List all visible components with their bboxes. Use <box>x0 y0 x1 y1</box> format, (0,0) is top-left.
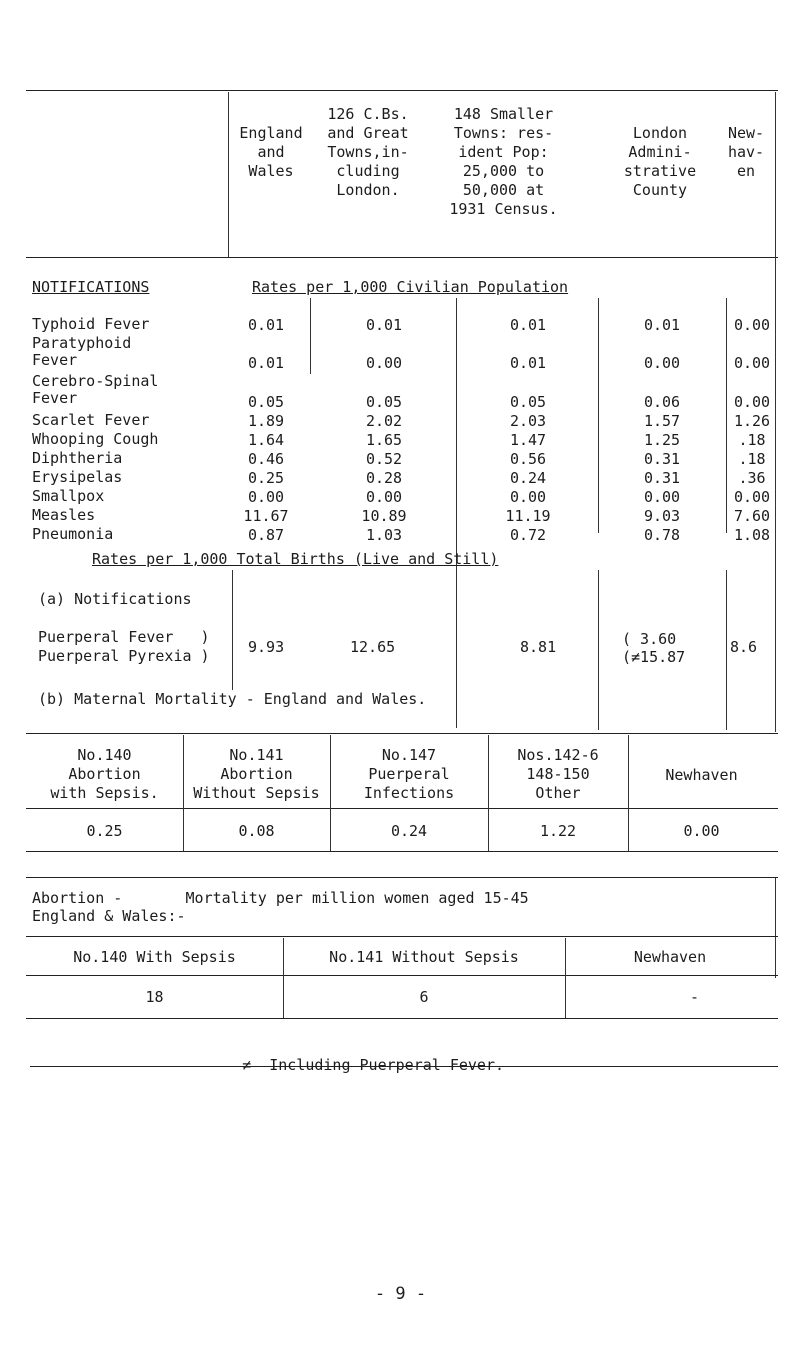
col-abortion-with-sepsis: No.140 Abortion with Sepsis. <box>50 746 159 802</box>
notification-value: 1.03 <box>365 526 403 544</box>
notification-value: 10.89 <box>361 507 407 525</box>
notification-value: 0.00 <box>365 354 403 372</box>
notification-value: 0.00 <box>247 488 285 506</box>
col-puerperal-infections: No.147 Puerperal Infections <box>363 746 455 802</box>
abortion-header-with-sepsis: No.140 With Sepsis <box>73 948 236 966</box>
births-value-smaller-towns: 8.81 <box>520 638 557 656</box>
notification-value: 0.78 <box>643 526 681 544</box>
notification-value: .18 <box>738 431 766 449</box>
notification-label: Whooping Cough <box>32 430 159 448</box>
notification-value: 2.03 <box>509 412 547 430</box>
notification-value: 0.05 <box>247 393 285 411</box>
notification-value: 0.00 <box>365 488 403 506</box>
notification-value: 0.00 <box>733 488 771 506</box>
value-abortion-with-sepsis: 0.25 <box>86 822 123 840</box>
notification-value: 0.25 <box>247 469 285 487</box>
notification-value: 0.31 <box>643 450 681 468</box>
header-smaller-towns: 148 Smaller Towns: res- ident Pop: 25,000 to 50,000 at 1931 Census. <box>449 105 558 218</box>
value-newhaven: 0.00 <box>683 822 720 840</box>
notifications-subhead: (a) Notifications <box>38 590 192 608</box>
notification-value: 0.01 <box>509 316 547 334</box>
value-puerperal-infections: 0.24 <box>390 822 428 840</box>
notification-label: Cerebro-Spinal Fever <box>32 372 159 407</box>
notification-label: Typhoid Fever <box>32 315 150 333</box>
abortion-mortality-region: England & Wales:- <box>32 907 186 925</box>
notification-value: 2.02 <box>365 412 403 430</box>
value-other-causes: 1.22 <box>539 822 577 840</box>
col-other-causes: Nos.142-6 148-150 Other <box>517 746 599 802</box>
notification-value: 7.60 <box>733 507 771 525</box>
notification-label: Diphtheria <box>32 449 123 467</box>
notification-value: 1.65 <box>365 431 403 449</box>
notification-value: 0.46 <box>247 450 285 468</box>
births-value-london-b: (≠15.87 <box>622 648 686 666</box>
notification-value: 0.06 <box>643 393 681 411</box>
notification-value: 11.19 <box>505 507 551 525</box>
puerperal-fever-label: Puerperal Fever ) <box>38 628 210 646</box>
abortion-value-newhaven: - <box>690 988 700 1006</box>
notifications-title: NOTIFICATIONS <box>32 278 150 296</box>
notification-value: 1.89 <box>247 412 285 430</box>
notification-value: 0.05 <box>509 393 547 411</box>
notification-value: 0.87 <box>247 526 285 544</box>
notification-value: 0.00 <box>733 354 771 372</box>
header-england-wales: England and Wales <box>239 124 303 180</box>
notification-value: 9.03 <box>643 507 681 525</box>
col-abortion-without-sepsis: No.141 Abortion Without Sepsis <box>193 746 320 802</box>
notification-value: 0.05 <box>365 393 403 411</box>
notification-value: 0.01 <box>365 316 403 334</box>
col-newhaven: Newhaven <box>665 766 738 784</box>
notification-value: 1.57 <box>643 412 681 430</box>
notification-value: 0.00 <box>643 488 681 506</box>
notification-value: 0.01 <box>247 354 285 372</box>
notification-value: 0.31 <box>643 469 681 487</box>
notification-value: 0.00 <box>733 393 771 411</box>
notification-value: 0.00 <box>509 488 547 506</box>
notification-label: Measles <box>32 506 96 524</box>
footnote-text: Including Puerperal Fever. <box>269 1056 505 1074</box>
notification-value: 0.01 <box>643 316 681 334</box>
footnote-mark: ≠ <box>242 1056 252 1074</box>
civilian-rates-label: Rates per 1,000 Civilian Population <box>252 278 569 296</box>
notification-value: 0.00 <box>643 354 681 372</box>
notification-value: 0.52 <box>365 450 403 468</box>
notification-value: 0.00 <box>733 316 771 334</box>
notification-value: 1.64 <box>247 431 285 449</box>
maternal-mortality-subhead: (b) Maternal Mortality - England and Wales. <box>38 690 427 708</box>
notification-label: Smallpox <box>32 487 105 505</box>
notification-value: .18 <box>738 450 766 468</box>
notification-value: 0.01 <box>509 354 547 372</box>
notification-label: Pneumonia <box>32 525 114 543</box>
notification-value: .36 <box>738 469 766 487</box>
notification-label: Erysipelas <box>32 468 123 486</box>
notification-value: 0.28 <box>365 469 403 487</box>
notification-value: 0.56 <box>509 450 547 468</box>
births-rates-label: Rates per 1,000 Total Births (Live and Still) <box>92 550 499 568</box>
notification-value: 0.01 <box>247 316 285 334</box>
header-london-county: London Admini- strative County <box>623 124 697 199</box>
births-value-england: 9.93 <box>248 638 285 656</box>
header-newhaven: New- hav- en <box>727 124 765 180</box>
notification-value: 1.26 <box>733 412 771 430</box>
notification-label: Scarlet Fever <box>32 411 150 429</box>
births-value-newhaven: 8.6 <box>730 638 758 656</box>
value-abortion-without-sepsis: 0.08 <box>238 822 275 840</box>
notification-value: 1.25 <box>643 431 681 449</box>
header-county-boroughs: 126 C.Bs. and Great Towns,in- cluding London. <box>327 105 409 199</box>
abortion-mortality-heading: Abortion - Mortality per million women aged 15-45 <box>32 889 529 907</box>
abortion-value-with-sepsis: 18 <box>145 988 164 1006</box>
notification-value: 1.08 <box>733 526 771 544</box>
births-value-county-boroughs: 12.65 <box>350 638 396 656</box>
page-number: - 9 - <box>374 1284 427 1304</box>
puerperal-pyrexia-label: Puerperal Pyrexia ) <box>38 647 210 665</box>
abortion-value-without-sepsis: 6 <box>419 988 429 1006</box>
notification-value: 11.67 <box>243 507 289 525</box>
abortion-header-newhaven: Newhaven <box>633 948 707 966</box>
notification-label: Paratyphoid Fever <box>32 334 132 369</box>
notification-value: 1.47 <box>509 431 547 449</box>
births-value-london-a: ( 3.60 <box>622 630 677 648</box>
notification-value: 0.72 <box>509 526 547 544</box>
notification-value: 0.24 <box>509 469 547 487</box>
abortion-header-without-sepsis: No.141 Without Sepsis <box>329 948 519 966</box>
footnote <box>206 1038 504 1092</box>
